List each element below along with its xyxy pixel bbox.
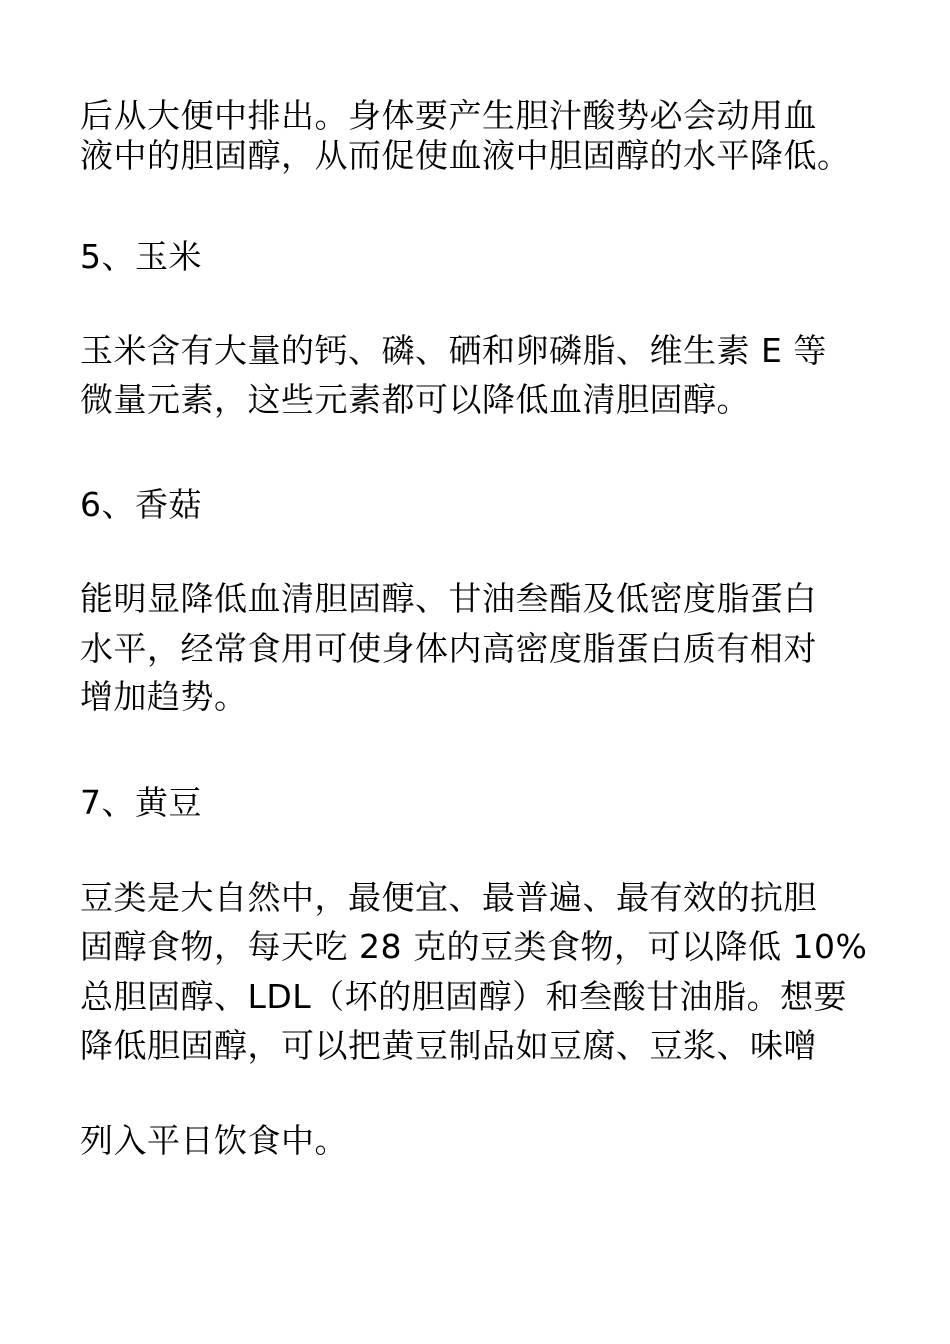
paragraph-line: 玉米含有大量的钙、磷、硒和卵磷脂、维生素 E 等 [80,331,827,370]
paragraph-line: 微量元素，这些元素都可以降低血清胆固醇。 [80,380,750,419]
paragraph-line: 固醇食物，每天吃 28 克的豆类食物，可以降低 10% [80,927,868,966]
section-heading-mushroom: 6、香菇 [80,485,202,524]
closing-line: 列入平日饮食中。 [80,1121,348,1160]
section-heading-corn: 5、玉米 [80,237,202,276]
paragraph-line: 能明显降低血清胆固醇、甘油叁酯及低密度脂蛋白 [80,579,817,618]
paragraph-line: 增加趋势。 [80,677,248,716]
paragraph-line: 豆类是大自然中，最便宜、最普遍、最有效的抗胆 [80,878,817,917]
paragraph-line: 总胆固醇、LDL（坏的胆固醇）和叁酸甘油脂。想要 [80,977,848,1016]
intro-line: 液中的胆固醇，从而促使血液中胆固醇的水平降低。 [80,136,851,175]
intro-line: 后从大便中排出。身体要产生胆汁酸势必会动用血 [80,96,817,135]
section-heading-soybean: 7、黄豆 [80,783,202,822]
paragraph-line: 降低胆固醇，可以把黄豆制品如豆腐、豆浆、味噌 [80,1026,817,1065]
paragraph-line: 水平，经常食用可使身体内高密度脂蛋白质有相对 [80,629,817,668]
